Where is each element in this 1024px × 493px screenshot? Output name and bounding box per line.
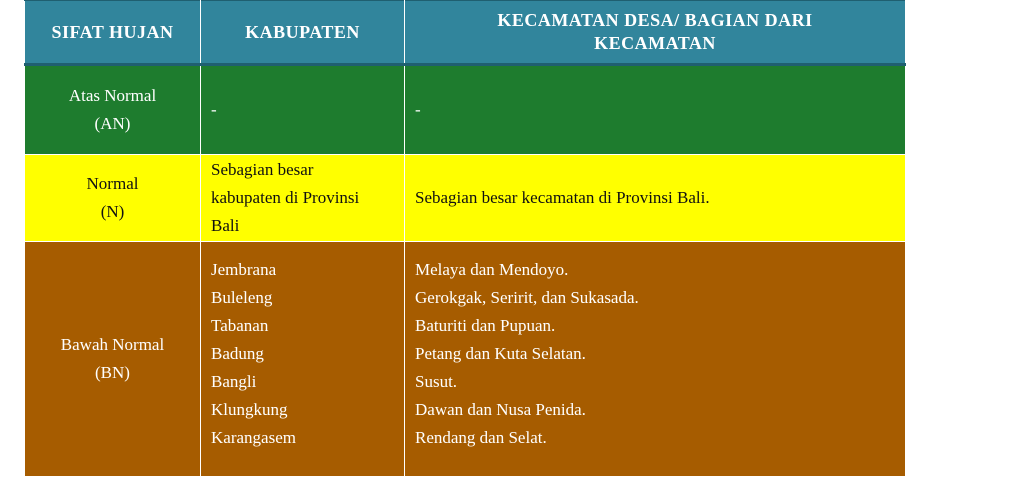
rainfall-table xyxy=(24,0,906,477)
category-label: Normal xyxy=(86,174,139,193)
kabupaten-item: Tabanan xyxy=(211,316,269,335)
table-header-row xyxy=(25,1,906,65)
kabupaten-item: Karangasem xyxy=(211,428,296,447)
kecamatan-item: Susut. xyxy=(415,372,458,391)
table-row-normal xyxy=(25,155,906,242)
kabupaten-line: Sebagian besar xyxy=(211,160,314,179)
category-code: (N) xyxy=(100,202,125,221)
kabupaten-cell xyxy=(201,155,405,242)
category-label: Atas Normal xyxy=(68,86,157,105)
header-sifat-hujan: SIFAT HUJAN xyxy=(25,1,201,65)
header-kabupaten: KABUPATEN xyxy=(201,1,405,65)
kabupaten-item: Badung xyxy=(211,344,264,363)
kecamatan-item: Baturiti dan Pupuan. xyxy=(415,316,556,335)
kecamatan-item: Melaya dan Mendoyo. xyxy=(415,260,569,279)
kecamatan-item: Dawan dan Nusa Penida. xyxy=(415,400,586,419)
category-cell xyxy=(25,242,201,477)
kabupaten-item: Bangli xyxy=(211,372,257,391)
kabupaten-item: Klungkung xyxy=(211,400,288,419)
kecamatan-cell: Sebagian besar kecamatan di Provinsi Bali. xyxy=(405,155,906,242)
kecamatan-cell xyxy=(405,242,906,477)
table-row-bawah-normal xyxy=(25,242,906,477)
table-row-atas-normal xyxy=(25,65,906,155)
category-cell xyxy=(25,155,201,242)
kecamatan-cell: - xyxy=(405,65,906,155)
kabupaten-item: Buleleng xyxy=(211,288,273,307)
kecamatan-item: Petang dan Kuta Selatan. xyxy=(415,344,586,363)
category-cell xyxy=(25,65,201,155)
kabupaten-cell xyxy=(201,242,405,477)
category-code: (AN) xyxy=(94,114,131,133)
header-kecamatan: KECAMATAN DESA/ BAGIAN DARI KECAMATAN xyxy=(405,1,906,65)
kabupaten-line: Bali xyxy=(211,216,240,235)
kecamatan-item: Rendang dan Selat. xyxy=(415,428,547,447)
category-label: Bawah Normal xyxy=(60,335,165,354)
kabupaten-line: kabupaten di Provinsi xyxy=(211,188,360,207)
kabupaten-cell: - xyxy=(201,65,405,155)
kecamatan-item: Gerokgak, Seririt, dan Sukasada. xyxy=(415,288,639,307)
category-code: (BN) xyxy=(95,363,130,382)
kabupaten-item: Jembrana xyxy=(211,260,277,279)
